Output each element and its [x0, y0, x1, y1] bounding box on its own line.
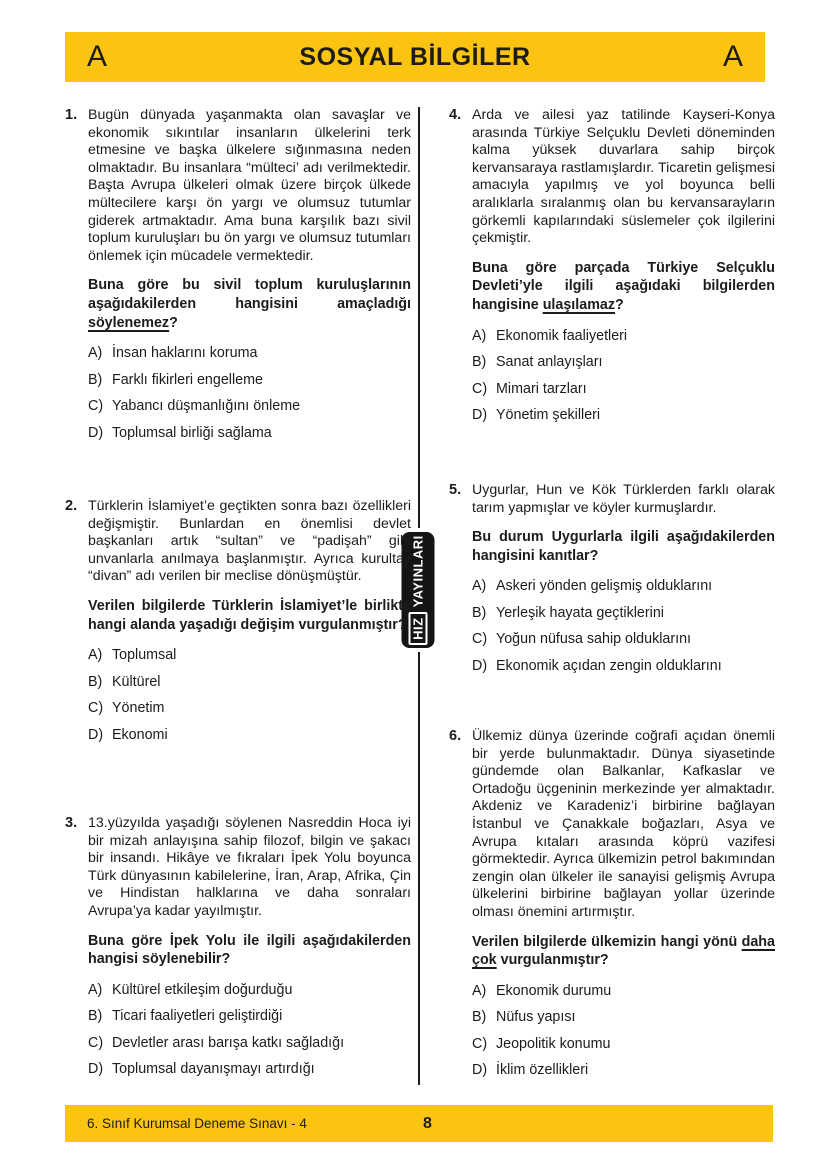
question-content	[472, 107, 775, 434]
question-3	[65, 815, 411, 1088]
question-stem	[88, 597, 411, 634]
option-row	[472, 328, 775, 345]
stem-text-post: ?	[169, 314, 178, 331]
option-row	[88, 345, 411, 362]
option-letter: A)	[88, 981, 103, 998]
stem-text: Buna göre parçada Türkiye Selçuklu Devleti’yle ilgili aşağıdaki bilgilerden hangisine	[472, 259, 775, 313]
option-letter: B)	[88, 1008, 103, 1025]
question-content	[472, 728, 775, 1089]
stem-text-post: ?	[615, 296, 624, 313]
option-row	[88, 1061, 411, 1078]
option-letter: D)	[88, 1061, 104, 1078]
option-letter: B)	[472, 604, 487, 621]
option-row	[88, 727, 411, 744]
option-letter: D)	[472, 1062, 488, 1079]
option-letter: D)	[88, 726, 104, 743]
option-text: Toplumsal	[112, 647, 177, 664]
option-row	[88, 1035, 411, 1052]
option-letter: B)	[472, 1009, 487, 1026]
options-list	[88, 647, 411, 744]
option-row	[472, 631, 775, 648]
option-letter: D)	[472, 407, 488, 424]
option-row	[472, 354, 775, 371]
question-body: Arda ve ailesi yaz tatilinde Kayseri-Konya arasında Türkiye Selçuklu Devleti döneminden kalma yüksek duvarlara sahip birçok kervansaraya rastlamışlardır. Ticaretin gelişmesi amacıyla yapılmış ve yol boyunca belli aralıklarla sıralanmış olan bu kervansarayların görkemli kapılarındaki süslemeler çok ilgilerini çekmiştir.	[472, 107, 775, 247]
left-column	[65, 107, 411, 1087]
option-row	[472, 1036, 775, 1053]
option-letter: C)	[88, 1034, 104, 1051]
option-row	[472, 381, 775, 398]
option-text: Ekonomi	[112, 726, 168, 743]
option-text: Nüfus yapısı	[496, 1009, 576, 1026]
exam-label: 6. Sınıf Kurumsal Deneme Sınavı - 4	[87, 1116, 307, 1131]
option-row	[88, 700, 411, 717]
stem-text: Verilen bilgilerde ülkemizin hangi yönü	[472, 933, 742, 950]
question-number: 4.	[449, 107, 462, 123]
options-list	[472, 983, 775, 1080]
question-2	[65, 498, 411, 753]
option-letter: B)	[88, 371, 103, 388]
question-stem	[472, 528, 775, 565]
option-row	[472, 658, 775, 675]
option-text: Yabancı düşmanlığını önleme	[112, 398, 301, 415]
option-text: Kültürel etkileşim doğurduğu	[112, 981, 293, 998]
option-text: Yoğun nüfusa sahip olduklarını	[496, 631, 692, 648]
options-list	[472, 578, 775, 675]
option-text: Ekonomik açıdan zengin olduklarını	[496, 657, 722, 674]
option-text: Askeri yönden gelişmiş olduklarını	[496, 578, 713, 595]
question-number: 2.	[65, 498, 78, 514]
booklet-letter-left: A	[87, 40, 108, 73]
option-letter: D)	[472, 657, 488, 674]
option-row	[88, 425, 411, 442]
page-number: 8	[423, 1114, 432, 1132]
option-row	[88, 372, 411, 389]
stem-text: Buna göre İpek Yolu ile ilgili aşağıdakilerden hangisi söylenebilir?	[88, 932, 411, 968]
option-letter: A)	[472, 982, 487, 999]
option-text: Toplumsal dayanışmayı artırdığı	[112, 1061, 315, 1078]
options-list	[88, 345, 411, 442]
option-letter: A)	[472, 327, 487, 344]
question-number: 6.	[449, 728, 462, 744]
option-text: Farklı fikirleri engelleme	[112, 371, 263, 388]
stem-underlined-text: söylenemez	[88, 314, 170, 331]
option-text: Kültürel	[112, 673, 161, 690]
option-letter: A)	[88, 647, 103, 664]
option-text: Jeopolitik konumu	[496, 1035, 611, 1052]
question-body: Bugün dünyada yaşanmakta olan savaşlar ve ekonomik sıkıntılar insanların ülkelerini terk etmesine ve başka ülkelere sığınmasına neden olmaktadır. Bu insanlara “mülteci’ adı verilmektedir. Başta Avrupa ülkeleri olmak üzere birçok ülkede mültecilere karşı ön yargı ve olumsuz tutumlar giderek artmaktadır. Ama buna karşılık bazı sivil toplum kuruluşları bu ön yargı ve olumsuz tutumları önlemek için mücadele vermektedir.	[88, 107, 411, 264]
question-content	[472, 482, 775, 684]
option-letter: A)	[472, 578, 487, 595]
stem-underlined-text: ulaşılamaz	[542, 296, 616, 313]
option-row	[472, 605, 775, 622]
footer-band	[65, 1105, 773, 1142]
question-body: Türklerin İslamiyet’e geçtikten sonra bazı özellikleri değişmiştir. Bunlardan en önemlisi devlet başkanları artık “sultan” ve “padişah” gibi unvanlarla anılmaya başlanmıştır. Ayrıca kurultay “divan” adı verilen bir meclise dönüşmüştür.	[88, 498, 411, 585]
question-number: 3.	[65, 815, 78, 831]
option-text: Yönetim	[112, 700, 165, 717]
option-row	[88, 647, 411, 664]
option-letter: B)	[88, 673, 103, 690]
publisher-name-boxed: HIZ	[409, 612, 428, 644]
option-text: Yerleşik hayata geçtiklerini	[496, 604, 664, 621]
question-number: 5.	[449, 482, 462, 498]
stem-text: Bu durum Uygurlarla ilgili aşağıdakilerden hangisini kanıtlar?	[472, 529, 775, 564]
option-row	[88, 674, 411, 691]
option-letter: B)	[472, 354, 487, 371]
booklet-letter-right: A	[722, 40, 743, 73]
option-text: Mimari tarzları	[496, 380, 587, 397]
option-row	[472, 578, 775, 595]
question-stem	[472, 933, 775, 970]
option-letter: A)	[88, 345, 103, 362]
question-stem	[88, 276, 411, 332]
options-list	[472, 328, 775, 425]
option-text: Devletler arası barışa katkı sağladığı	[112, 1034, 345, 1051]
question-body: Ülkemiz dünya üzerinde coğrafi açıdan önemli bir yerde bulunmaktadır. Dünya siyasetinde gündemde olan Balkanlar, Kafkaslar ve Ortadoğu üçgeninin merkezinde yer almaktadır. Akdeniz ve Karadeniz’i birbirine bağlayan İstanbul ve Çanakkale boğazları, Asya ve Avrupa kıtaları arasında köprü vazifesi görmektedir. Ayrıca ülkemizin petrol bakımından zengin olan ülkeler ile sanayisi gelişmiş Avrupa ülkelerini birbirine bağlayan yollar üzerinde olması önemini artırmıştır.	[472, 728, 775, 920]
question-stem	[88, 932, 411, 969]
options-list	[88, 982, 411, 1079]
option-letter: D)	[88, 424, 104, 441]
question-number: 1.	[65, 107, 78, 123]
stem-text: Buna göre bu sivil toplum kuruluşlarının aşağıdakilerden hangisini amaçladığı	[88, 277, 411, 312]
option-row	[88, 1008, 411, 1025]
right-column	[449, 107, 775, 1087]
question-content	[88, 815, 411, 1088]
question-body: 13.yüzyılda yaşadığı söylenen Nasreddin Hoca iyi bir mizah anlayışına sahip filozof, bilgin ve şakacı bir insandı. Hikâye ve fıkraları İpek Yolu boyunca Türk dünyasının kabilelerine, İran, Arap, Afrika, Çin ve Hindistan halklarına ve daha sonraları Avrupa’ya kadar yayılmıştır.	[88, 815, 411, 919]
option-text: Toplumsal birliği sağlama	[112, 424, 272, 441]
option-text: Ekonomik faaliyetleri	[496, 327, 628, 344]
option-letter: C)	[88, 700, 104, 717]
question-content	[88, 498, 411, 753]
page-title: SOSYAL BİLGİLER	[299, 42, 531, 71]
option-text: İnsan haklarını koruma	[112, 345, 258, 362]
option-text: Sanat anlayışları	[496, 354, 603, 371]
question-6	[449, 728, 775, 1089]
question-1	[65, 107, 411, 451]
stem-text-post: vurgulanmıştır?	[496, 952, 609, 969]
option-letter: C)	[472, 380, 488, 397]
option-row	[472, 1009, 775, 1026]
option-letter: C)	[472, 631, 488, 648]
question-5	[449, 482, 775, 684]
option-row	[88, 982, 411, 999]
option-row	[472, 1062, 775, 1079]
option-letter: C)	[472, 1035, 488, 1052]
option-text: Ticari faaliyetleri geliştirdiği	[112, 1008, 283, 1025]
option-text: Ekonomik durumu	[496, 982, 612, 999]
option-row	[472, 407, 775, 424]
option-text: Yönetim şekilleri	[496, 407, 601, 424]
stem-text: Verilen bilgilerde Türklerin İslamiyet’le birlikte hangi alanda yaşadığı değişim vurgulanmıştır?	[88, 597, 411, 633]
question-stem	[472, 259, 775, 315]
question-4	[449, 107, 775, 434]
stem-underlined-text: daha çok	[472, 933, 775, 969]
header-band	[65, 32, 765, 82]
publisher-name: YAYINLARI	[410, 535, 426, 608]
option-row	[88, 398, 411, 415]
option-row	[472, 983, 775, 1000]
question-content	[88, 107, 411, 451]
option-text: İklim özellikleri	[496, 1062, 589, 1079]
option-letter: C)	[88, 398, 104, 415]
question-body: Uygurlar, Hun ve Kök Türklerden farklı olarak tarım yapmışlar ve köyler kurmuşlardır.	[472, 482, 775, 516]
